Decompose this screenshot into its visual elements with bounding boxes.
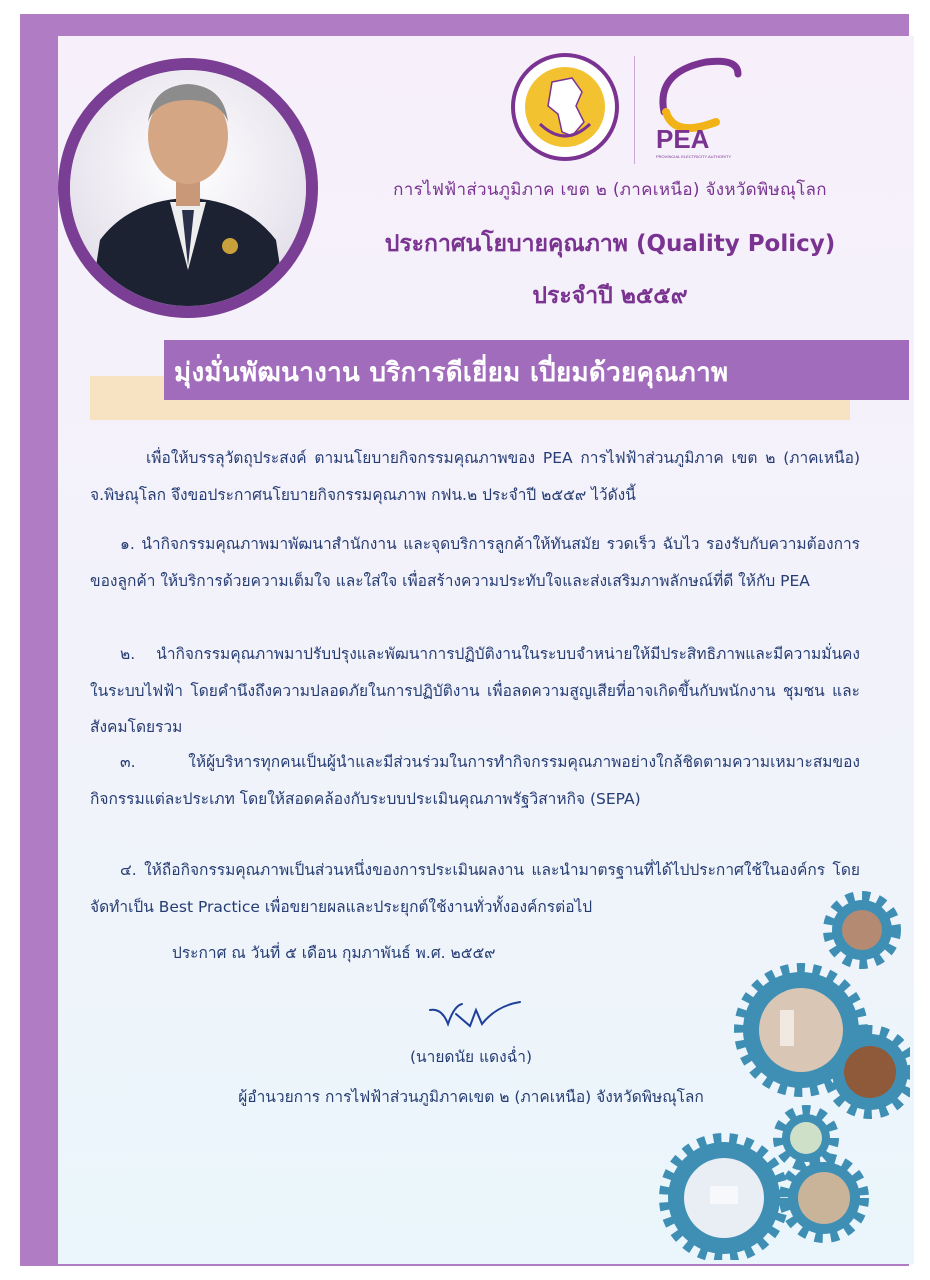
- pea-brand-subtext: PROVINCIAL ELECTRICITY AUTHORITY: [656, 154, 732, 159]
- announcement-date: ประกาศ ณ วันที่ ๕ เดือน กุมภาพันธ์ พ.ศ. ๒๕๕๙: [172, 944, 496, 962]
- policy-item-1: ๑. นำกิจกรรมคุณภาพมาพัฒนาสำนักงาน และจุดบริการลูกค้าให้ทันสมัย รวดเร็ว ฉับไว รองรับกับความต้องการของลูกค้า ให้บริการด้วยความเต็มใจ และใส่ใจ เพื่อสร้างความประทับใจและส่งเสริมภาพลักษณ์ที่ดี ให้กับ PEA: [90, 535, 860, 590]
- logo-group: [510, 52, 750, 162]
- handwritten-signature: [426, 996, 526, 1036]
- signatory-title: ผู้อำนวยการ การไฟฟ้าส่วนภูมิภาคเขต ๒ (ภาคเหนือ) จังหวัดพิษณุโลก: [238, 1088, 704, 1106]
- page-title: ประกาศนโยบายคุณภาพ (Quality Policy): [384, 231, 836, 257]
- policy-item-4: ๔. ให้ถือกิจกรรมคุณภาพเป็นส่วนหนึ่งของการประเมินผลงาน และนำมาตรฐานที่ได้ไปประกาศใช้ในองค์กร โดยจัดทำเป็น Best Practice เพื่อขยายผลและประยุกต์ใช้งานทั่วทั้งองค์กรต่อไป: [90, 861, 860, 916]
- organization-line: การไฟฟ้าส่วนภูมิภาค เขต ๒ (ภาคเหนือ) จังหวัดพิษณุโลก: [393, 180, 827, 200]
- year-line: ประจำปี ๒๕๕๙: [532, 283, 688, 309]
- director-portrait: [58, 58, 318, 318]
- pea-seal-logo: [510, 52, 620, 162]
- policy-item-2: ๒. นำกิจกรรมคุณภาพมาปรับปรุงและพัฒนาการปฏิบัติงานในระบบจำหน่ายให้มีประสิทธิภาพและมีความมั่นคงในระบบไฟฟ้า โดยคำนึงถึงความปลอดภัยในการปฏิบัติงาน เพื่อลดความสูญเสียที่อาจเกิดขึ้นกับพนักงาน ชุมชน และสังคมโดยรวม: [90, 645, 860, 736]
- pea-brand-text: PEA: [656, 124, 710, 154]
- signatory-name: (นายดนัย แดงฉ่ำ): [409, 1048, 533, 1066]
- slogan-text: มุ่งมั่นพัฒนางาน บริการดีเยี่ยม เปี่ยมด้วยคุณภาพ: [174, 358, 729, 388]
- intro-paragraph: เพื่อให้บรรลุวัตถุประสงค์ ตามนโยบายกิจกรรมคุณภาพของ PEA การไฟฟ้าส่วนภูมิภาค เขต ๒ (ภาคเหนือ) จ.พิษณุโลก จึงขอประกาศนโยบายกิจกรรมคุณภาพ กฟน.๒ ประจำปี ๒๕๕๙ ไว้ดังนี้: [90, 449, 860, 504]
- policy-item-3: ๓. ให้ผู้บริหารทุกคนเป็นผู้นำและมีส่วนร่วมในการทำกิจกรรมคุณภาพอย่างใกล้ชิดตามความเหมาะสมของกิจกรรมแต่ละประเภท โดยให้สอดคล้องกับระบบประเมินคุณภาพรัฐวิสาหกิจ (SEPA): [90, 753, 860, 808]
- gear-photo-collage: [640, 880, 910, 1260]
